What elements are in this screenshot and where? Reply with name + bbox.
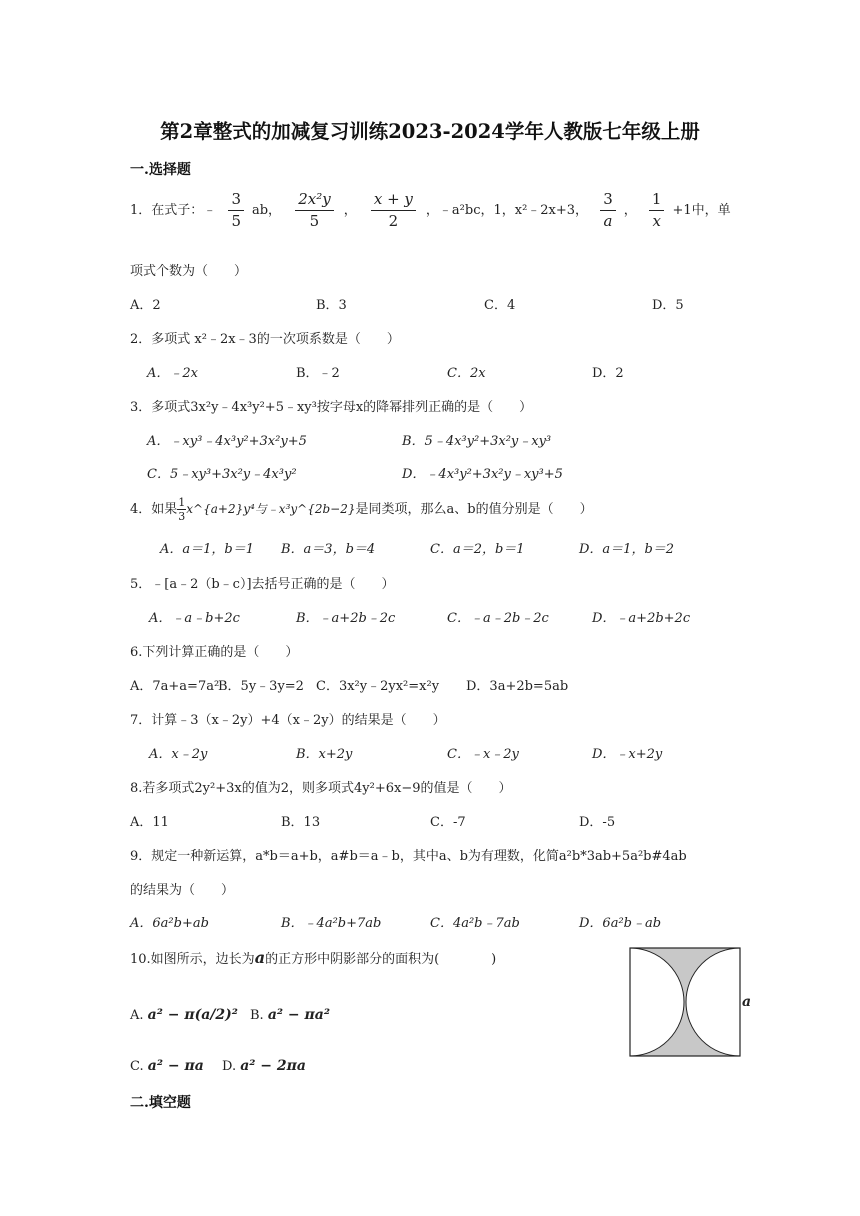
q4-option-b: B．a＝3，b＝4 xyxy=(281,542,376,557)
q7-option-a: A．x﹣2y xyxy=(149,747,208,762)
q9-option-a: A．6a²b+ab xyxy=(130,916,209,931)
q1-option-d: D．5 xyxy=(652,298,684,313)
q9-option-d: D．6a²b﹣ab xyxy=(579,916,662,931)
q5-option-d: D．﹣a+2b+2c xyxy=(592,611,691,626)
question-8: 8.若多项式2y²+3x的值为2，则多项式4y²+6x−9的值是（ ） xyxy=(130,781,512,796)
q4-terms: x^{a+2}y⁴与﹣x³y^{2b−2} xyxy=(186,502,356,516)
q6-option-b: B．5y﹣3y=2 xyxy=(218,679,304,694)
q5-option-c: C．﹣a﹣2b﹣2c xyxy=(447,611,549,626)
q9-line-2: 的结果为（ ） xyxy=(130,883,235,898)
q10-pre: 10.如图所示，边长为 xyxy=(130,952,255,967)
question-4 xyxy=(130,497,593,522)
q10-post: 的正方形中阴影部分的面积为( ) xyxy=(265,952,497,967)
question-7: 7．计算﹣3（x﹣2y）+4（x﹣2y）的结果是（ ） xyxy=(130,713,446,728)
section-fill-heading: 二.填空题 xyxy=(130,1095,191,1111)
q1-term-5: +1中，单 xyxy=(672,203,731,218)
q6-option-c: C．3x²y﹣2yx²=x²y xyxy=(316,679,440,694)
q7-option-d: D．﹣x+2y xyxy=(592,747,663,762)
q3-option-b: B．5﹣4x³y²+3x²y﹣xy³ xyxy=(402,434,552,449)
q1-fraction-4: $\frac{3}{a}$ xyxy=(600,192,616,229)
q2-option-a: A．﹣2x xyxy=(147,366,198,381)
q10-option-c: C. a² − πa xyxy=(130,1058,204,1074)
q4-option-c: C．a＝2，b＝1 xyxy=(430,542,525,557)
q5-option-b: B．﹣a+2b﹣2c xyxy=(296,611,396,626)
q6-option-a: A．7a+a=7a² xyxy=(130,679,220,694)
q2-option-b: B．﹣2 xyxy=(296,366,340,381)
q8-option-c: C．-7 xyxy=(430,815,466,830)
question-6: 6.下列计算正确的是（ ） xyxy=(130,645,299,660)
q10-option-a: A. a² − π(a/2)² xyxy=(130,1007,238,1023)
q2-option-c: C．2x xyxy=(447,366,486,381)
square-figure xyxy=(628,946,754,1058)
q8-option-a: A．11 xyxy=(130,815,169,830)
q3-option-c: C．5﹣xy³+3x²y﹣4x³y² xyxy=(147,467,297,482)
q1-term-4: ， xyxy=(623,203,637,218)
q5-option-a: A．﹣a﹣b+2c xyxy=(149,611,240,626)
q7-option-c: C．﹣x﹣2y xyxy=(447,747,519,762)
q4-option-d: D．a＝1，b＝2 xyxy=(579,542,675,557)
question-2: 2．多项式 x²﹣2x﹣3的一次项系数是（ ） xyxy=(130,332,400,347)
question-3: 3．多项式3x²y﹣4x³y²+5﹣xy³按字母x的降幂排列正确的是（ ） xyxy=(130,400,533,415)
page-title: 第2章整式的加减复习训练2023-2024学年人教版七年级上册 xyxy=(160,120,700,143)
q10-var: a xyxy=(254,948,266,967)
q1-lead: 在式子：﹣ xyxy=(151,203,217,218)
question-1 xyxy=(130,192,731,229)
q6-option-d: D．3a+2b=5ab xyxy=(466,679,569,694)
q4-post: 是同类项，那么a、b的值分别是（ ） xyxy=(355,502,593,517)
q9-option-b: B．﹣4a²b+7ab xyxy=(281,916,382,931)
q4-pre: 4．如果 xyxy=(130,502,178,517)
section-choice-heading: 一.选择题 xyxy=(130,162,191,178)
q10-option-d: D. a² − 2πa xyxy=(222,1058,306,1074)
q8-option-b: B．13 xyxy=(281,815,321,830)
figure-side-label: a xyxy=(742,994,752,1010)
q3-option-d: D．﹣4x³y²+3x²y﹣xy³+5 xyxy=(402,467,563,482)
q1-option-b: B．3 xyxy=(316,298,347,313)
question-5: 5．﹣[a﹣2（b﹣c）]去括号正确的是（ ） xyxy=(130,577,395,592)
q1-option-c: C．4 xyxy=(484,298,516,313)
q9-option-c: C．4a²b﹣7ab xyxy=(430,916,520,931)
q3-option-a: A．﹣xy³﹣4x³y²+3x²y+5 xyxy=(147,434,307,449)
q1-line-2: 项式个数为（ ） xyxy=(130,264,248,279)
q1-term-3: ，﹣a²bc，1，x²﹣2x+3， xyxy=(425,203,589,218)
q1-fraction-3: $\frac{x + y}{2}$ xyxy=(371,192,416,229)
question-9: 9．规定一种新运算，a*b＝a+b，a#b＝a﹣b，其中a、b为有理数，化简a²b*3ab+5a²b#4ab xyxy=(130,849,687,864)
q4-option-a: A．a＝1，b＝1 xyxy=(160,542,255,557)
q4-fraction: $\frac{1}{3}$ xyxy=(178,496,186,523)
q1-term-2: ， xyxy=(343,203,357,218)
q10-option-b: B. a² − πa² xyxy=(250,1007,330,1023)
question-10 xyxy=(130,948,496,967)
q1-option-a: A．2 xyxy=(130,298,161,313)
q2-option-d: D．2 xyxy=(592,366,624,381)
q1-term-1: ab， xyxy=(251,203,282,218)
q1-fraction-2: $\frac{\text{2x²y}}{5}$ xyxy=(295,192,334,229)
q8-option-d: D．-5 xyxy=(579,815,616,830)
q1-number: 1． xyxy=(130,203,152,218)
q7-option-b: B．x+2y xyxy=(296,747,353,762)
q1-fraction-1: $\frac{3}{5}$ xyxy=(228,192,244,229)
q1-fraction-5: $\frac{1}{x}$ xyxy=(649,192,665,229)
